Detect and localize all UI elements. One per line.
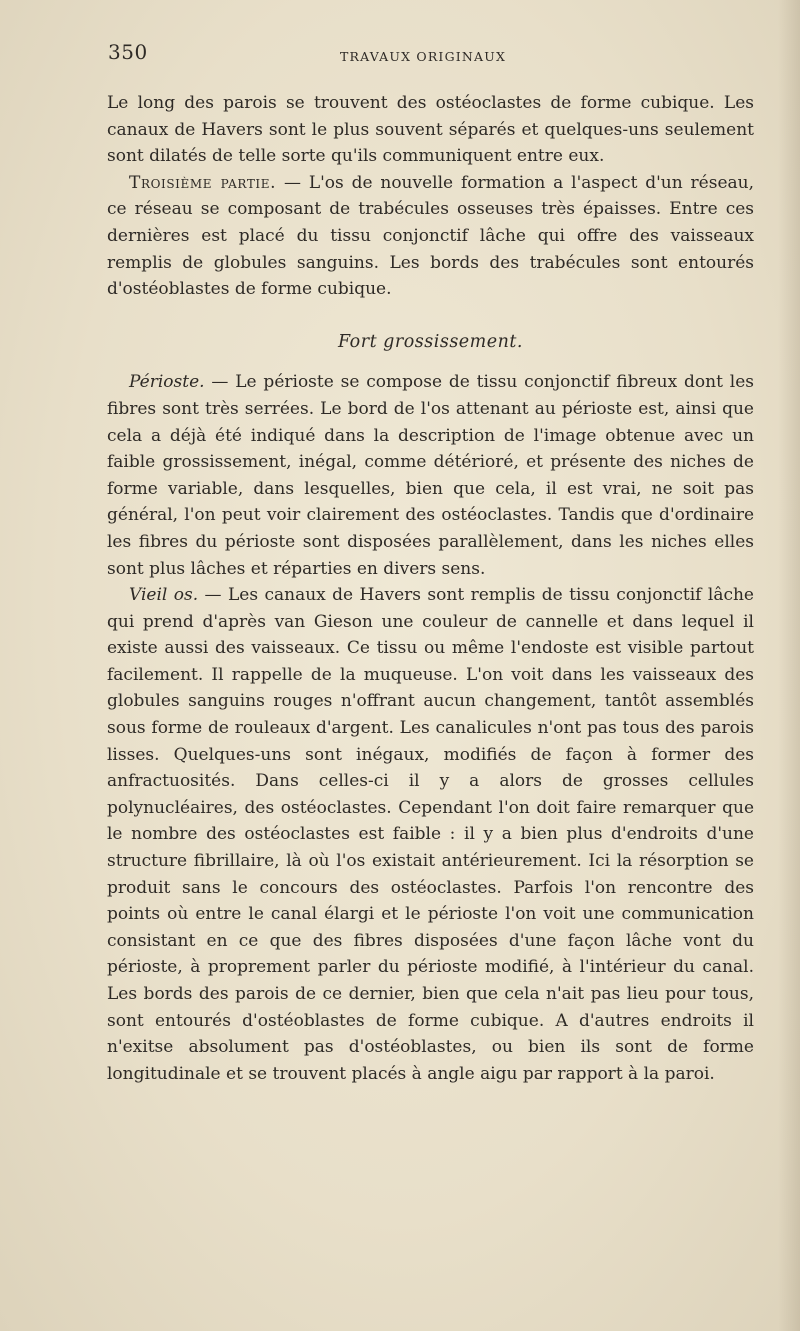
body-text — [107, 90, 754, 1087]
section-heading-fort-grossissement: Fort grossissement. — [338, 331, 523, 352]
running-header — [108, 40, 760, 68]
section-label-perioste: Périoste. — [129, 372, 205, 393]
paragraph-vieil-os — [107, 582, 754, 1087]
paragraph-vieil-os-text: — Les canaux de Havers sont remplis de tissu conjonctif lâche qui prend d'après van Gieson une couleur de cannelle et dans lequel il existe aussi des vaisseaux. Ce tissu ou même l'endoste est visible partout facilement. Il rappelle de la muqueuse. L'on voit dans les vaisseaux des globules sanguins rouges n'offrant aucun changement, tantôt assemblés sous forme de rouleaux d'argent. Les canalicules n'ont pas tous des parois lisses. Quelques-uns sont inégaux, modifiés de façon à former des anfractuosités. Dans celles-ci il y a alors de grosses cellules polynucléaires, des ostéoclastes. Cependant l'on doit faire remarquer que le nombre des ostéoclastes est faible : il y a bien plus d'endroits d'une structure fibrillaire, là où l'os existait antérieurement. Ici la résorption se produit sans le concours des ostéoclastes. Parfois l'on rencontre des points où entre le canal élargi et le périoste l'on voit une communication consistant en ce que des fibres disposées d'une façon lâche vont du périoste, à proprement parler du périoste modifié, à l'intérieur du canal. Les bords des parois de ce dernier, bien que cela n'ait pas lieu pour tous, sont entourés d'ostéoblastes de forme cubique. A d'autres endroits il n'exitse absolument pas d'ostéoblastes, ou bien ils sont de forme longitudinale et se trouvent placés à angle aigu par rapport à la paroi. — [107, 585, 754, 1084]
paragraph-osteoclasts: Le long des parois se trouvent des ostéoclastes de forme cubique. Les canaux de Havers sont le plus souvent séparés et quelques-uns seulement sont dilatés de telle sorte qu'ils communiquent entre eux. — [107, 93, 754, 167]
section-label-troisieme-partie: Troisième partie. — [129, 172, 277, 193]
section-label-vieil-os: Vieil os. — [129, 585, 199, 606]
page-number: 350 — [108, 40, 148, 64]
paragraph-perioste — [107, 369, 754, 582]
paragraph-troisieme-partie — [107, 170, 754, 303]
paragraph-troisieme-partie-text: — L'os de nouvelle formation a l'aspect d'un réseau, ce réseau se composant de trabécules osseuses très épaisses. Entre ces dernières est placé du tissu conjonctif lâche qui offre des vaisseaux remplis de globules sanguins. Les bords des trabécules sont entourés d'ostéoblastes de forme cubique. — [107, 172, 754, 300]
paragraph-perioste-text: — Le périoste se compose de tissu conjonctif fibreux dont les fibres sont très serrées. Le bord de l'os attenant au périoste est, ainsi que cela a déjà été indiqué dans la description de l'image obtenue avec un faible grossissement, inégal, comme détérioré, et présente des niches de forme variable, dans lesquelles, bien que cela, il est vrai, ne soit pas général, l'on peut voir clairement des ostéoclastes. Tandis que d'ordinaire les fibres du périoste sont disposées parallèlement, dans les niches elles sont plus lâches et réparties en divers sens. — [107, 372, 754, 579]
page-edge-shadow — [778, 0, 800, 1331]
running-title: TRAVAUX ORIGINAUX — [340, 49, 507, 64]
